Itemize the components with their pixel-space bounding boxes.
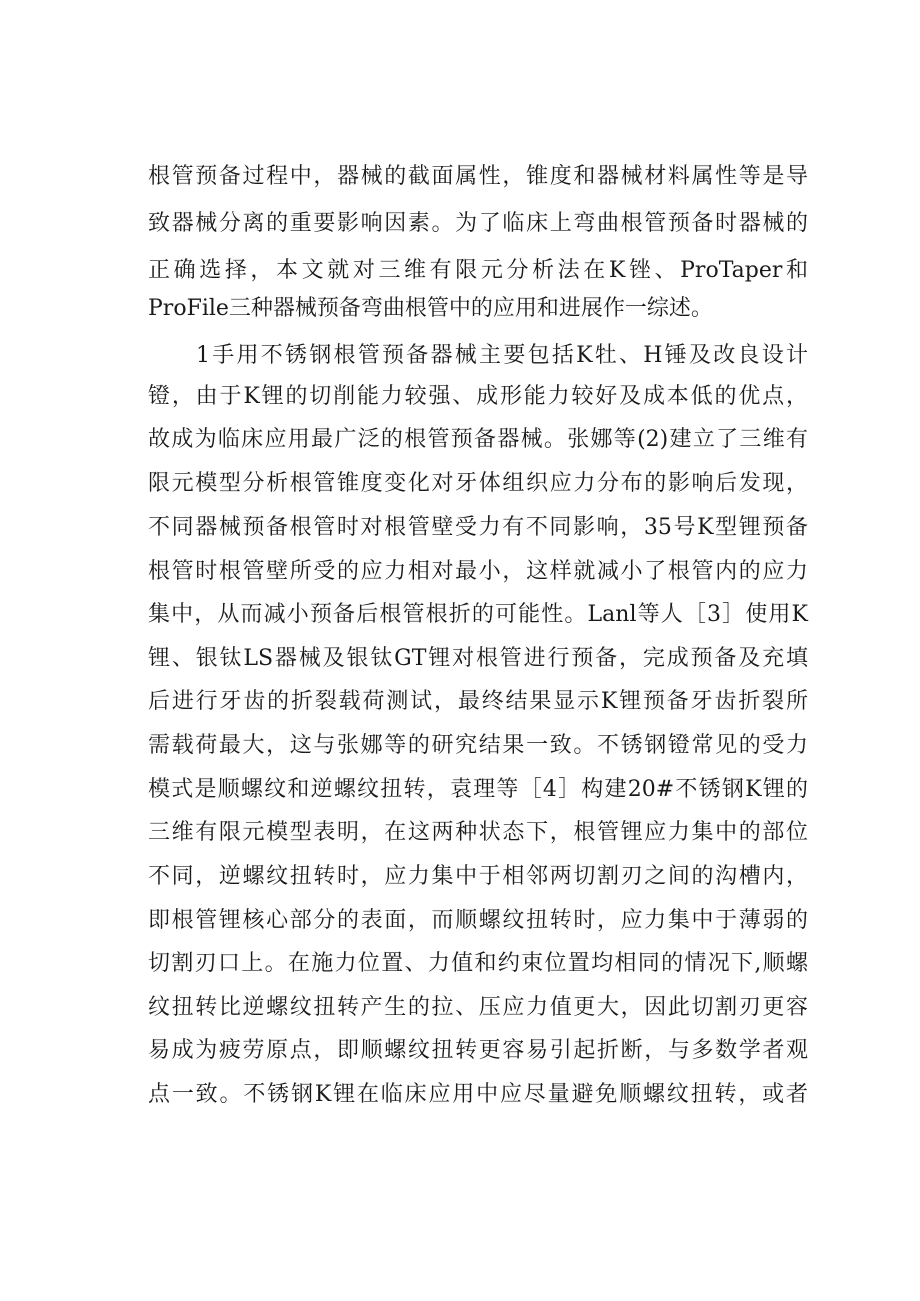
paragraph-2-line-9: 后进行牙齿的折裂载荷测试，最终结果显示K锂预备牙齿折裂所 [148, 689, 808, 714]
paragraph-2-line-10: 需载荷最大，这与张娜等的研究结果一致。不锈钢镫常见的受力 [148, 733, 808, 758]
paragraph-2-line-2: 镫，由于K锂的切削能力较强、成形能力较好及成本低的优点， [148, 384, 808, 409]
paragraph-1-line-4: ProFile三种器械预备弯曲根管中的应用和进展作一综述。 [148, 296, 713, 321]
paragraph-2-line-15: 切割刃口上。在施力位置、力值和约束位置均相同的情况下,顺螺 [148, 951, 808, 976]
paragraph-2-line-4: 限元模型分析根管锥度变化对牙体组织应力分布的影响后发现， [148, 471, 808, 496]
paragraph-2-line-8: 锂、银钛LS器械及银钛GT锂对根管进行预备，完成预备及充填 [148, 646, 808, 671]
paragraph-2-line-18: 点一致。不锈钢K锂在临床应用中应尽量避免顺螺纹扭转，或者 [148, 1082, 808, 1107]
paragraph-1-line-3: 正确选择，本文就对三维有限元分析法在K锉、ProTaper和 [148, 258, 808, 283]
paragraph-2-line-6: 根管时根管壁所受的应力相对最小，这样就减小了根管内的应力 [148, 559, 808, 584]
paragraph-2-line-12: 三维有限元模型表明，在这两种状态下，根管锂应力集中的部位 [148, 820, 808, 845]
paragraph-2-line-1: 1手用不锈钢根管预备器械主要包括K牡、H锤及改良设计 [196, 343, 808, 368]
paragraph-2-line-3: 故成为临床应用最广泛的根管预备器械。张娜等(2)建立了三维有 [148, 427, 808, 452]
paragraph-2-line-17: 易成为疲劳原点，即顺螺纹扭转更容易引起折断，与多数学者观 [148, 1038, 808, 1063]
paragraph-2-line-5: 不同器械预备根管时对根管壁受力有不同影响，35号K型锂预备 [148, 515, 808, 540]
paragraph-2-line-11: 模式是顺螺纹和逆螺纹扭转，袁理等［4］构建20#不锈钢K锂的 [148, 777, 808, 802]
paragraph-2-line-13: 不同，逆螺纹扭转时，应力集中于相邻两切割刃之间的沟槽内， [148, 864, 808, 889]
paragraph-1-line-1: 根管预备过程中，器械的截面属性，锥度和器械材料属性等是导 [148, 164, 808, 189]
paragraph-2-line-14: 即根管锂核心部分的表面，而顺螺纹扭转时，应力集中于薄弱的 [148, 908, 808, 933]
paragraph-1-line-2: 致器械分离的重要影响因素。为了临床上弯曲根管预备时器械的 [148, 211, 808, 236]
paragraph-2-line-16: 纹扭转比逆螺纹扭转产生的拉、压应力值更大，因此切割刃更容 [148, 995, 808, 1020]
paragraph-2-line-7: 集中，从而减小预备后根管根折的可能性。Lanl等人［3］使用K [148, 602, 808, 627]
